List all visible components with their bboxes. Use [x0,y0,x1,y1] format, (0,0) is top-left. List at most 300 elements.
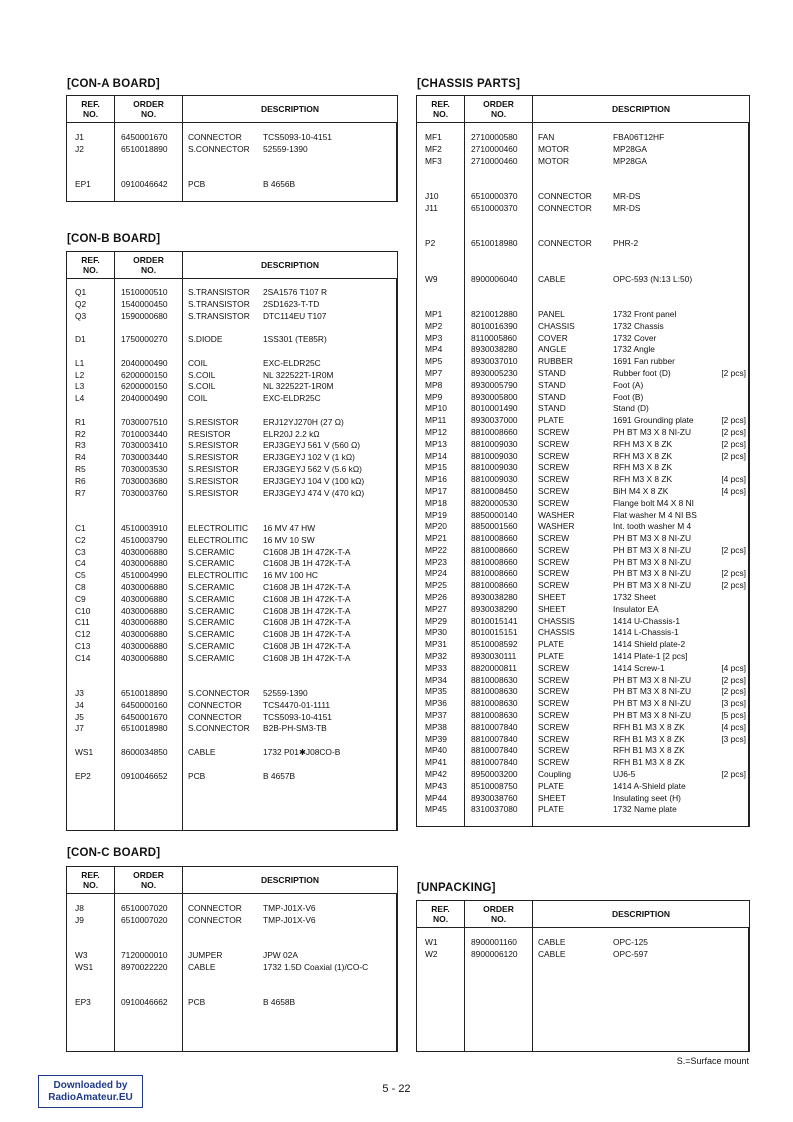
type-cell [183,974,263,986]
order-no-cell: 4030006880 [121,617,168,628]
type-cell: CONNECTOR [188,903,242,913]
table-row [67,962,397,974]
qty-note-cell [357,747,397,759]
ref-cell: MP42 [425,769,447,780]
qty-note-cell [709,949,749,961]
value-cell: BiH M4 X 8 ZK [613,485,669,496]
qty-note-cell [357,167,397,179]
value-cell: RFH B1 M3 X 8 ZK [613,733,685,744]
value-cell: PH BT M3 X 8 NI-ZU [613,710,692,721]
ref-cell: MP3 [425,332,443,343]
table-row [417,604,749,616]
table-row [67,523,397,535]
order-no-cell: 8810008660 [471,426,518,437]
table-row [417,368,749,380]
qty-note-cell [709,510,749,522]
type-cell: SHEET [538,603,566,614]
order-no-cell [465,179,533,191]
type-cell: STAND [538,403,566,414]
order-no-cell: 8600034850 [121,747,168,758]
type-cell: SCREW [538,686,570,697]
type-cell [183,405,263,417]
qty-note-cell [357,723,397,735]
type-cell: S.RESISTOR [188,475,239,486]
value-cell: OPC-125 [613,937,648,947]
order-no-cell [115,759,183,771]
type-cell: CONNECTOR [538,202,592,213]
order-no-cell: 8850001560 [471,521,518,532]
ref-cell [67,759,115,771]
qty-note-cell [709,274,749,286]
type-cell: S.CERAMIC [188,617,235,628]
ref-cell: C13 [75,640,91,651]
order-no-cell [115,665,183,677]
ref-cell: MP43 [425,780,447,791]
table-row [67,311,397,323]
ref-cell: WS1 [75,961,94,972]
table-row [67,676,397,688]
order-no-cell [465,215,533,227]
value-cell: PH BT M3 X 8 NI-ZU [613,674,692,685]
header-order-no: NO. [140,265,157,275]
type-cell: WASHER [538,509,575,520]
value-cell: 16 MV 10 SW [263,534,315,545]
order-no-cell: 4510004990 [121,570,168,581]
qty-note-cell [357,476,397,488]
qty-note-cell [357,700,397,712]
table-row [67,499,397,511]
ref-cell: W9 [425,273,438,284]
order-no-cell [115,511,183,523]
table-row [417,262,749,274]
type-cell: SCREW [538,721,570,732]
table-header [67,252,397,279]
order-no-cell: 8810009030 [471,474,518,485]
qty-note-cell [709,179,749,191]
value-cell: MP28GA [613,143,647,154]
type-cell [183,665,263,677]
order-no-cell: 6510007020 [121,903,168,913]
qty-note-cell [709,238,749,250]
type-cell: CONNECTOR [188,132,242,142]
ref-cell: EP2 [75,770,91,781]
type-cell [183,322,263,334]
type-cell [533,167,613,179]
value-cell: 1732 Chassis [613,320,664,331]
qty-note-cell [357,440,397,452]
ref-cell: W2 [425,948,438,959]
value-cell: 1732 Angle [613,344,655,355]
ref-cell: Q1 [75,287,87,297]
order-no-cell: 8810007840 [471,733,518,744]
qty-note-cell [709,132,749,144]
ref-cell: MP41 [425,757,447,768]
qty-note-cell [357,511,397,523]
type-cell: FAN [538,132,555,142]
qty-note-cell [709,627,749,639]
order-no-cell: 8010001490 [471,403,518,414]
order-no-cell: 1590000680 [121,310,168,321]
qty-note-cell [357,452,397,464]
order-no-cell: 2710000460 [471,143,518,154]
qty-note-cell [357,950,397,962]
order-no-cell: 8310037080 [471,804,518,815]
header-order-no: NO. [140,880,157,890]
table-row [67,903,397,915]
qty-note-cell [357,927,397,939]
qty-note-cell [709,297,749,309]
ref-cell [67,974,115,986]
table-row [67,464,397,476]
order-no-cell: 8810008630 [471,686,518,697]
table-row [417,285,749,297]
type-cell: SCREW [538,485,570,496]
value-cell: NL 322522T-1R0M [263,369,334,380]
order-no-cell: 6510018890 [121,143,168,154]
table-row [67,547,397,559]
order-no-cell: 8810009030 [471,462,518,473]
ref-cell: D1 [75,334,86,345]
qty-note-cell [357,582,397,594]
ref-cell: L3 [75,381,85,392]
badge-line-2: RadioAmateur.EU [48,1091,133,1103]
qty-note-cell: [2 pcs] [721,367,746,378]
type-cell: SHEET [538,792,566,803]
qty-note-cell: [2 pcs] [721,426,746,437]
unpacking-table [416,900,750,1052]
order-no-cell: 6510000370 [471,202,518,213]
type-cell: SCREW [538,568,570,579]
order-no-cell [465,262,533,274]
ref-cell: R5 [75,463,86,474]
header-ref: REF. [81,99,100,109]
table-row [67,558,397,570]
type-cell: SCREW [538,710,570,721]
table-header [67,867,397,894]
qty-note-cell [357,346,397,358]
qty-note-cell [357,641,397,653]
type-cell: PLATE [538,780,564,791]
header-order: ORDER [133,99,164,109]
value-cell: NL 322522T-1R0M [263,381,334,392]
qty-note-cell [357,393,397,405]
value-cell: Int. tooth washer M 4 [613,521,692,532]
ref-cell: L4 [75,393,85,404]
qty-note-cell [357,735,397,747]
qty-note-cell [709,498,749,510]
order-no-cell: 6200000150 [121,381,168,392]
order-no-cell [115,927,183,939]
order-no-cell: 8810007840 [471,757,518,768]
order-no-cell [465,297,533,309]
type-cell [183,167,263,179]
order-no-cell: 8810008660 [471,544,518,555]
value-cell: C1608 JB 1H 472K-T-A [263,605,351,616]
value-cell: 1SS301 (TE85R) [263,334,327,345]
type-cell: RESISTOR [188,428,231,439]
table-row [417,804,749,816]
table-row [417,937,749,949]
order-no-cell: 8810007840 [471,745,518,756]
table-row [417,949,749,961]
order-no-cell: 6510018980 [471,238,518,249]
qty-note-cell [709,215,749,227]
ref-cell: Q3 [75,310,87,321]
value-cell: ERJ3GEYJ 474 V (470 kΩ) [263,487,365,498]
type-cell: SCREW [538,580,570,591]
table-row [417,309,749,321]
table-row [67,476,397,488]
table-row [67,179,397,191]
table-row [417,274,749,286]
table-row [67,570,397,582]
ref-cell: MP29 [425,615,447,626]
table-row [417,686,749,698]
ref-cell: MP33 [425,662,447,673]
ref-cell: R3 [75,440,86,451]
table-row [417,415,749,427]
order-no-cell: 8810009030 [471,450,518,461]
header-ref-no: NO. [432,109,449,119]
table-row [67,417,397,429]
order-no-cell: 2710000580 [471,132,518,142]
table-row [67,938,397,950]
qty-note-cell [357,665,397,677]
ref-cell: C12 [75,629,91,640]
ref-cell: J9 [75,914,84,925]
value-cell: PH BT M3 X 8 NI-ZU [613,568,692,579]
type-cell: Coupling [538,769,572,780]
ref-cell: MP21 [425,533,447,544]
qty-note-cell [357,488,397,500]
type-cell: PLATE [538,651,564,662]
type-cell: CONNECTOR [538,238,592,249]
table-row [67,712,397,724]
ref-cell: L1 [75,357,85,368]
value-cell [613,285,709,297]
ref-cell: R6 [75,475,86,486]
value-cell: TMP-J01X-V6 [263,903,316,913]
ref-cell: MP23 [425,556,447,567]
ref-cell: MP35 [425,686,447,697]
type-cell: CABLE [538,937,566,947]
order-no-cell: 6450001670 [121,711,168,722]
type-cell: CABLE [188,961,216,972]
value-cell: 1732 Cover [613,332,657,343]
qty-note-cell [709,781,749,793]
table-row [417,616,749,628]
table-row [67,759,397,771]
qty-note-cell [709,344,749,356]
order-no-cell: 8930038760 [471,792,518,803]
value-cell: 1732 Sheet [613,592,656,603]
type-cell [533,297,613,309]
type-cell: CONNECTOR [188,914,242,925]
order-no-cell: 4030006880 [121,581,168,592]
order-no-cell: 8900001160 [471,937,517,947]
order-no-cell: 4030006880 [121,652,168,663]
qty-note-cell [709,167,749,179]
type-cell: CHASSIS [538,615,575,626]
ref-cell: MP8 [425,379,443,390]
qty-note-cell [357,535,397,547]
table-row [417,651,749,663]
ref-cell: MP39 [425,733,447,744]
ref-cell: R2 [75,428,86,439]
ref-cell: MP36 [425,698,447,709]
type-cell: CHASSIS [538,320,575,331]
ref-cell [67,405,115,417]
ref-cell: MP40 [425,745,447,756]
order-no-cell: 8510008592 [471,639,518,650]
qty-note-cell [357,653,397,665]
table-row [67,582,397,594]
order-no-cell: 8930005800 [471,391,518,402]
table-row [417,745,749,757]
table-row [417,380,749,392]
ref-cell: C8 [75,581,86,592]
table-row [417,403,749,415]
value-cell: 1732 P01✱J08CO-B [263,747,341,758]
qty-note-cell [357,712,397,724]
table-row [417,132,749,144]
type-cell [183,346,263,358]
qty-note-cell [709,403,749,415]
table-row [67,144,397,156]
type-cell: CABLE [538,273,566,284]
table-row [417,722,749,734]
value-cell: C1608 JB 1H 472K-T-A [263,629,351,640]
ref-cell [417,167,465,179]
value-cell: C1608 JB 1H 472K-T-A [263,546,351,557]
value-cell [263,346,357,358]
value-cell [263,167,357,179]
table-row [417,663,749,675]
order-no-cell: 2040000490 [121,393,168,404]
ref-cell [67,938,115,950]
value-cell [263,974,357,986]
qty-note-cell [357,915,397,927]
value-cell: OPC-597 [613,948,648,959]
order-no-cell: 8900006120 [471,948,518,959]
type-cell: MOTOR [538,143,570,154]
order-no-cell: 8930038280 [471,592,518,603]
downloaded-by-badge[interactable] [38,1075,143,1108]
table-row [67,665,397,677]
order-no-cell: 4030006880 [121,546,168,557]
qty-note-cell [357,381,397,393]
header-ref: REF. [81,255,100,265]
order-no-cell: 8210012880 [471,308,518,319]
order-no-cell: 8010015151 [471,627,518,638]
order-no-cell: 1750000270 [121,334,168,345]
value-cell [263,759,357,771]
qty-note-cell [709,616,749,628]
type-cell: S.DIODE [188,334,223,345]
type-cell: S.COIL [188,369,216,380]
value-cell: PH BT M3 X 8 NI-ZU [613,580,692,591]
value-cell: MR-DS [613,190,641,201]
order-no-cell [465,167,533,179]
table-row [417,627,749,639]
value-cell: Stand (D) [613,403,649,414]
order-no-cell: 8930038280 [471,344,518,355]
qty-note-cell [709,191,749,203]
value-cell: 1732 1.5D Coaxial (1)/CO-C [263,961,369,972]
order-no-cell [115,499,183,511]
value-cell: C1608 JB 1H 472K-T-A [263,617,351,628]
qty-note-cell [709,380,749,392]
type-cell: SCREW [538,544,570,555]
table-row [67,688,397,700]
type-cell: SCREW [538,733,570,744]
table-row [417,203,749,215]
ref-cell: J10 [425,190,439,201]
qty-note-cell [357,464,397,476]
ref-cell: MP31 [425,639,447,650]
ref-cell [67,927,115,939]
table-row [417,238,749,250]
value-cell: Rubber foot (D) [613,367,671,378]
qty-note-cell [357,299,397,311]
table-row [417,545,749,557]
value-cell: OPC-593 (N:13 L:50) [613,273,693,284]
page-number: 5 - 22 [382,1083,411,1095]
value-cell: 2SA1576 T107 R [263,287,328,297]
value-cell: RFH M3 X 8 ZK [613,450,673,461]
type-cell [183,759,263,771]
value-cell [263,499,357,511]
order-no-cell: 8010016390 [471,320,518,331]
type-cell: PANEL [538,308,565,319]
ref-cell: P2 [425,238,436,249]
qty-note-cell [709,592,749,604]
type-cell: S.CERAMIC [188,640,235,651]
qty-note-cell [357,606,397,618]
order-no-cell: 4030006880 [121,605,168,616]
ref-cell: MP5 [425,356,443,367]
value-cell [263,986,357,998]
value-cell: 16 MV 47 HW [263,522,316,533]
qty-note-cell: [2 pcs] [721,438,746,449]
table-row [67,535,397,547]
type-cell [183,156,263,168]
order-no-cell: 8900006040 [471,273,518,284]
type-cell: PCB [188,179,206,190]
qty-note-cell: [2 pcs] [721,544,746,555]
con-a-table [66,95,398,202]
qty-note-cell [709,651,749,663]
unpacking-title: [UNPACKING] [417,882,496,894]
ref-cell [417,262,465,274]
type-cell: S.TRANSISTOR [188,310,250,321]
table-row [67,156,397,168]
type-cell: CONNECTOR [538,190,592,201]
table-row [417,321,749,333]
value-cell [263,665,357,677]
order-no-cell: 4030006880 [121,629,168,640]
ref-cell [67,665,115,677]
type-cell [533,262,613,274]
qty-note-cell: [4 pcs] [721,662,746,673]
qty-note-cell [709,793,749,805]
type-cell: SCREW [538,426,570,437]
qty-note-cell: [3 pcs] [721,733,746,744]
qty-note-cell [709,356,749,368]
value-cell: PH BT M3 X 8 NI-ZU [613,698,692,709]
table-row [417,462,749,474]
order-no-cell: 6510018890 [121,688,168,699]
